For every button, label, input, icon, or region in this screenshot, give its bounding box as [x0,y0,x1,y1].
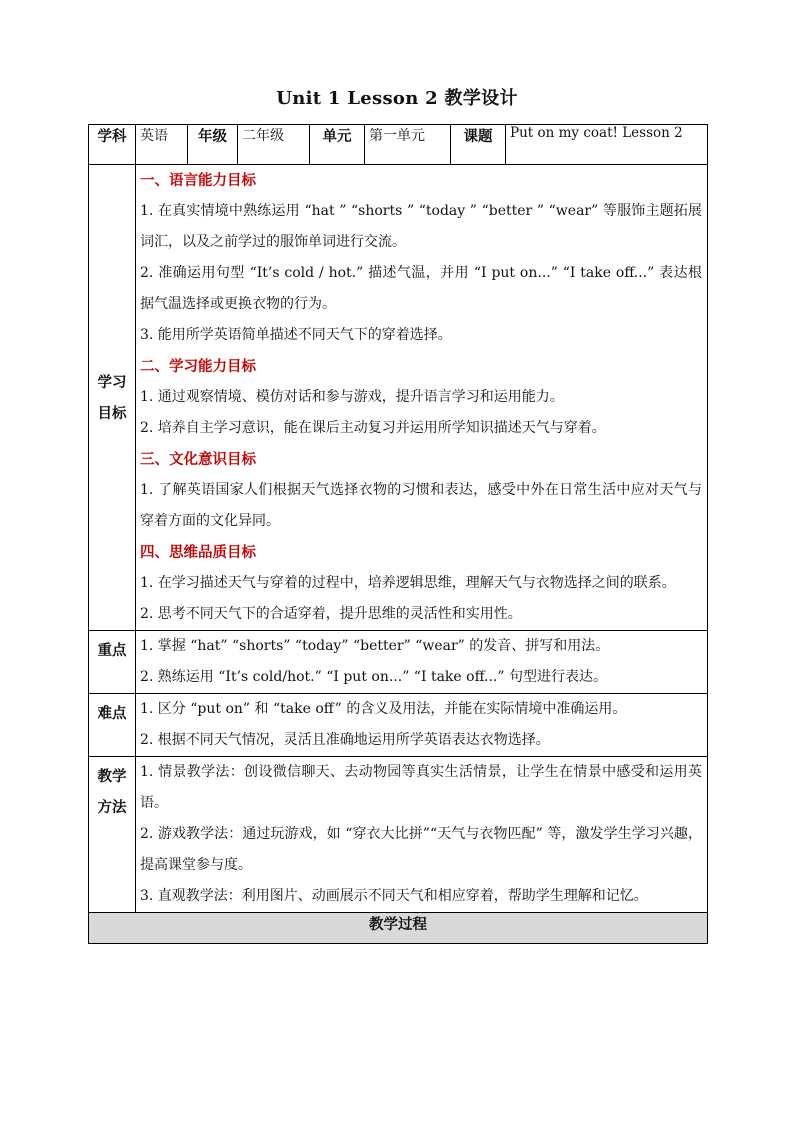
objectives-content [136,165,708,631]
methods-label-line1: 教学 [97,768,127,785]
objectives-label-line2: 目标 [97,404,127,422]
methods-label [89,757,136,913]
process-header: 教学过程 [89,913,708,944]
objective-item: 1. 通过观察情境、模仿对话和参与游戏，提升语言学习和运用能力。 [140,389,564,405]
difficulties-content [136,694,708,757]
unit-value: 第一单元 [365,125,451,165]
process-row [89,913,708,944]
topic-label: 课题 [451,125,506,165]
difficulty-item: 1. 区分 “put on” 和 “take off” 的含义及用法，并能在实际情境中准确运用。 [140,701,627,717]
difficulties-row [89,694,708,757]
key-points-row [89,631,708,694]
subject-value: 英语 [136,125,188,165]
key-point-item: 2. 熟练运用 “It’s cold/hot.” “I put on...” “I take off...” 句型进行表达。 [140,669,607,685]
page-title: Unit 1 Lesson 2 教学设计 [276,88,518,109]
method-item: 2. 游戏教学法：通过玩游戏，如 “穿衣大比拼”“天气与衣物匹配” 等，激发学生学习兴趣，提高课堂参与度。 [140,826,702,873]
objective-item: 2. 准确运用句型 “It’s cold / hot.” 描述气温，并用 “I put on...” “I take off...” 表达根据气温选择或更换衣物的行为。 [140,265,702,312]
objectives-row [89,165,708,631]
lesson-plan-table [88,124,708,944]
difficulty-item: 2. 根据不同天气情况，灵活且准确地运用所学英语表达衣物选择。 [140,732,550,748]
section-heading: 二、学习能力目标 [140,358,256,375]
key-points-content [136,631,708,694]
objective-item: 3. 能用所学英语简单描述不同天气下的穿着选择。 [140,327,452,343]
objective-item: 1. 了解英语国家人们根据天气选择衣物的习惯和表达，感受中外在日常生活中应对天气与穿着方面的文化异同。 [140,482,702,529]
objective-item: 1. 在学习描述天气与穿着的过程中，培养逻辑思维，理解天气与衣物选择之间的联系。 [140,575,676,591]
grade-value: 二年级 [238,125,310,165]
key-points-label: 重点 [89,631,136,694]
methods-label-line2: 方法 [97,799,127,816]
difficulties-label: 难点 [89,694,136,757]
subject-label: 学科 [89,125,136,165]
method-item: 1. 情景教学法：创设微信聊天、去动物园等真实生活情景，让学生在情景中感受和运用英语。 [140,764,702,811]
grade-label: 年级 [188,125,238,165]
objective-item: 2. 培养自主学习意识，能在课后主动复习并运用所学知识描述天气与穿着。 [140,420,606,436]
methods-content [136,757,708,913]
objective-item: 2. 思考不同天气下的合适穿着，提升思维的灵活性和实用性。 [140,606,522,622]
objectives-label-line1: 学习 [97,373,127,391]
unit-label: 单元 [310,125,365,165]
section-heading: 四、思维品质目标 [140,544,256,561]
objectives-label [89,165,136,631]
objective-item: 1. 在真实情境中熟练运用 “hat ” “shorts ” “today ” “better ” “wear” 等服饰主题拓展词汇，以及之前学过的服饰单词进行交流。 [140,203,702,250]
key-point-item: 1. 掌握 “hat” “shorts” “today” “better” “wear” 的发音、拼写和用法。 [140,638,610,654]
methods-row [89,757,708,913]
method-item: 3. 直观教学法：利用图片、动画展示不同天气和相应穿着，帮助学生理解和记忆。 [140,888,648,904]
header-row [89,125,708,165]
topic-value: Put on my coat! Lesson 2 [506,125,708,165]
section-heading: 三、文化意识目标 [140,451,256,468]
section-heading: 一、语言能力目标 [140,172,256,189]
